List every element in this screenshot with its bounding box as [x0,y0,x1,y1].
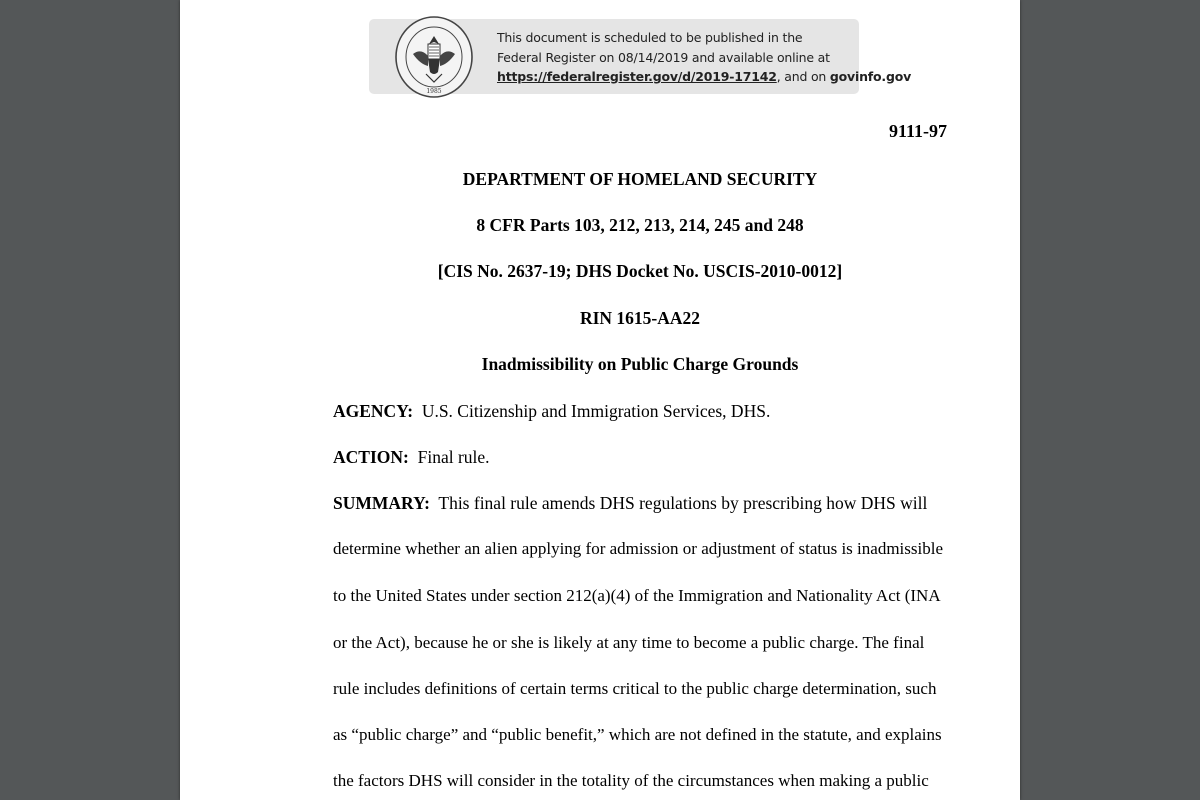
action-label: ACTION: [333,447,409,467]
publication-notice-line-2: Federal Register on 08/14/2019 and available online at [497,49,830,65]
docket-heading: [CIS No. 2637-19; DHS Docket No. USCIS-2010-0012] [437,261,843,281]
agency-text: U.S. Citizenship and Immigration Services, DHS. [421,401,771,421]
summary-text-line: the factors DHS will consider in the totality of the circumstances when making a public [333,771,929,790]
national-archives-seal-icon [393,14,475,100]
cfr-parts-heading: 8 CFR Parts 103, 212, 213, 214, 245 and 248 [476,215,804,235]
summary-text-line: determine whether an alien applying for admission or adjustment of status is inadmissible [333,539,943,558]
summary-text-line: rule includes definitions of certain terms critical to the public charge determination, such [333,679,937,698]
document-number: 9111-97 [888,121,947,141]
department-heading: DEPARTMENT OF HOMELAND SECURITY [462,169,818,189]
summary-paragraph-line [333,493,927,514]
document-page [180,0,1020,800]
publication-notice-line-3 [497,67,911,87]
action-text: Final rule. [417,447,490,467]
summary-text-line: This final rule amends DHS regulations by prescribing how DHS will [438,493,928,513]
agency-paragraph [333,401,770,422]
publication-notice-line-1: This document is scheduled to be published in the [497,30,803,45]
federal-register-banner [369,19,912,95]
summary-text-line: or the Act), because he or she is likely at any time to become a public charge. The final [333,633,925,652]
rule-title: Inadmissibility on Public Charge Grounds [481,354,799,374]
govinfo-link[interactable]: govinfo.gov [829,69,912,84]
publication-notice [497,28,911,87]
agency-label: AGENCY: [333,401,414,421]
action-paragraph [333,447,490,468]
summary-text-line: to the United States under section 212(a)(4) of the Immigration and Nationality Act (INA [333,586,941,605]
rin-heading: RIN 1615-AA22 [579,308,701,328]
publication-notice-connector: , and on [776,69,830,84]
seal-year: 1985 [426,88,442,95]
summary-label: SUMMARY: [333,493,430,513]
federal-register-link[interactable]: https://federalregister.gov/d/2019-17142 [497,69,777,84]
summary-text-line: as “public charge” and “public benefit,” which are not defined in the statute, and explains [333,725,942,744]
